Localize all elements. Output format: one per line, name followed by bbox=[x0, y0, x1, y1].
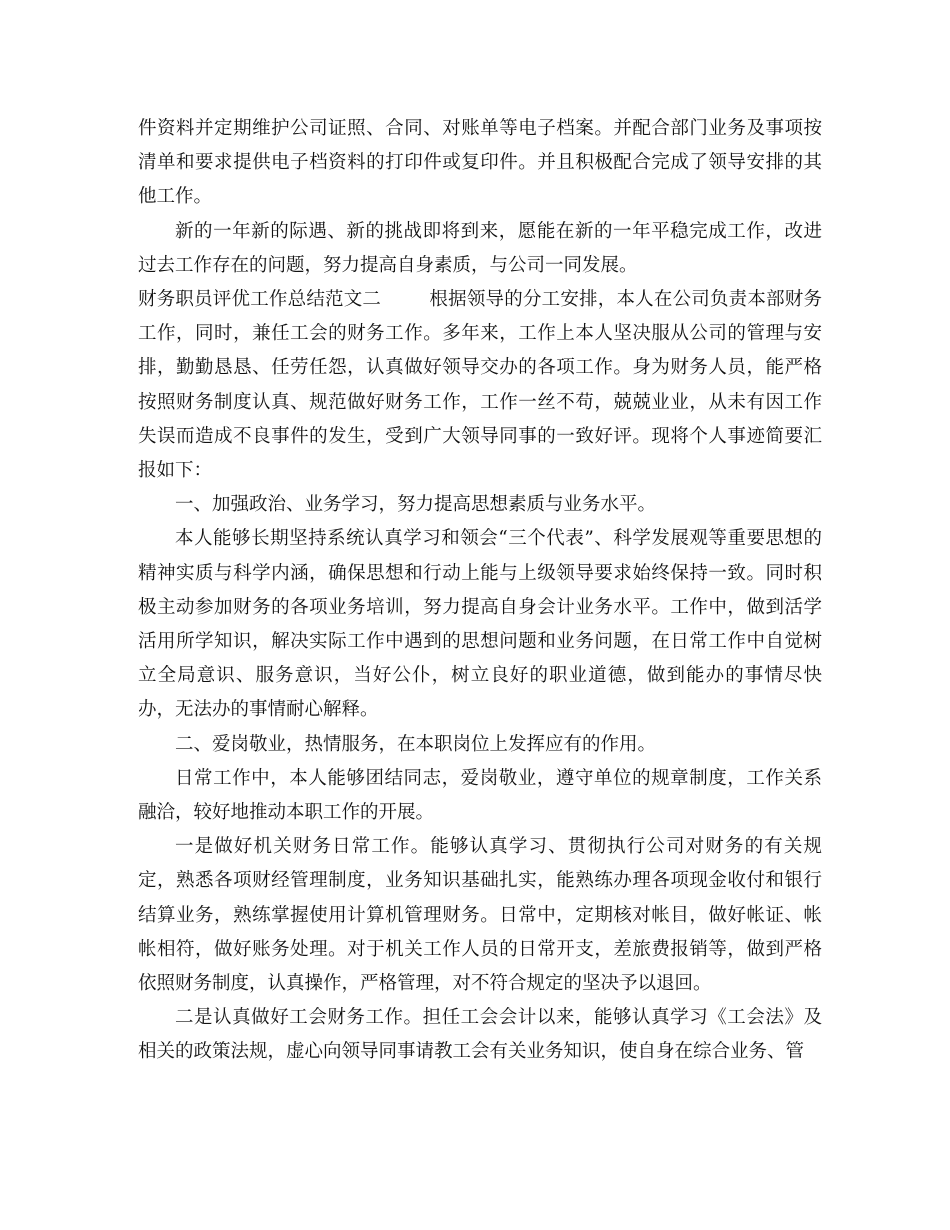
paragraph-continuation: 件资料并定期维护公司证照、合同、对账单等电子档案。并配合部门业务及事项按清单和要求提供电子档资料的打印件或复印件。并且积极配合完成了领导安排的其他工作。 bbox=[138, 118, 822, 208]
paragraph-union-finance: 二是认真做好工会财务工作。担任工会会计以来，能够认真学习《工会法》及相关的政策法规，虚心向领导同事请教工会有关业务知识，使自身在综合业务、管 bbox=[138, 1007, 822, 1063]
subheading-1: 一、加强政治、业务学习，努力提高思想素质与业务水平。 bbox=[175, 494, 657, 516]
paragraph-daily-work: 日常工作中，本人能够团结同志，爱岗敬业，遵守单位的规章制度，工作关系融洽，较好地推动本职工作的开展。 bbox=[138, 767, 822, 824]
paragraph-office-finance: 一是做好机关财务日常工作。能够认真学习、贯彻执行公司对财务的有关规定，熟悉各项财经管理制度，业务知识基础扎实，能熟练办理各项现金收付和银行结算业务，熟练掌握使用计算机管理财务。日常中，定期核对帐目，做好帐证、帐帐相符，做好账务处理。对于机关工作人员的日常开支，差旅费报销等，做到严格依照财务制度，认真操作，严格管理，对不符合规定的坚决予以退回。 bbox=[138, 836, 822, 995]
paragraph-closing: 新的一年新的际遇、新的挑战即将到来，愿能在新的一年平稳完成工作，改进过去工作存在的问题，努力提高自身素质，与公司一同发展。 bbox=[138, 220, 822, 276]
section-intro: 根据领导的分工安排，本人在公司负责本部财务工作，同时，兼任工会的财务工作。多年来，工作上本人坚决服从公司的管理与安排，勤勤恳恳、任劳任怨，认真做好领导交办的各项工作。身为财务人员，能严格按照财务制度认真、规范做好财务工作，工作一丝不苟，兢兢业业，从未有因工作失误而造成不良事件的发生，受到广大领导同事的一致好评。现将个人事迹简要汇报如下： bbox=[138, 289, 822, 482]
document-body bbox=[138, 112, 822, 1070]
section-heading: 财务职员评优工作总结范文二 bbox=[138, 289, 382, 311]
paragraph-study: 本人能够长期坚持系统认真学习和领会“三个代表”、科学发展观等重要思想的精神实质与科学内涵，确保思想和行动上能与上级领导要求始终保持一致。同时积极主动参加财务的各项业务培训，努力提高自身会计业务水平。工作中，做到活学活用所学知识，解决实际工作中遇到的思想问题和业务问题，在日常工作中自觉树立全局意识、服务意识，当好公仆，树立良好的职业道德，做到能办的事情尽快办，无法办的事情耐心解释。 bbox=[138, 528, 822, 721]
subheading-2: 二、爱岗敬业，热情服务，在本职岗位上发挥应有的作用。 bbox=[175, 733, 657, 755]
section-start bbox=[138, 283, 822, 488]
